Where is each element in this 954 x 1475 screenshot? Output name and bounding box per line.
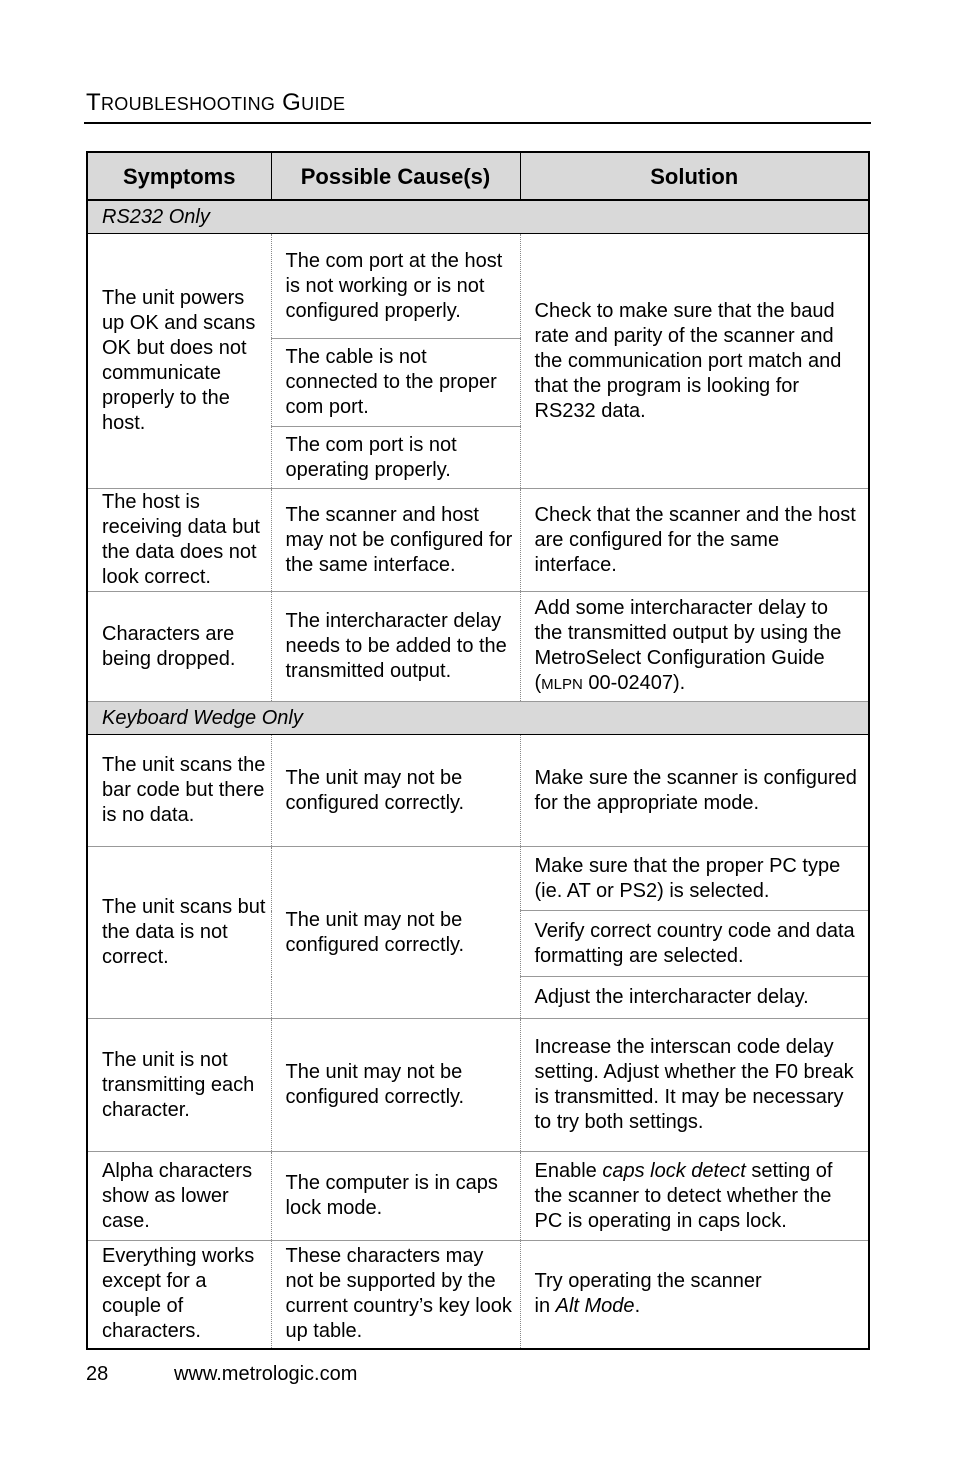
table-row (87, 592, 869, 702)
table-row (87, 234, 869, 339)
solution-text: Try operating the scanner (534, 1270, 762, 1293)
footer-url: www.metrologic.com (174, 1363, 358, 1385)
section-row-rs232 (87, 200, 869, 234)
cause-cell: The unit may not be configured correctly. (271, 847, 520, 1019)
cause-cell: The com port at the host is not working or is not configured properly. (271, 234, 520, 339)
table-row (87, 735, 869, 847)
table-row (87, 1241, 869, 1349)
page-number: 28 (86, 1363, 109, 1385)
table-header-row (87, 152, 869, 200)
solution-cell (520, 1241, 869, 1349)
column-header-solution: Solution (520, 152, 869, 200)
solution-text: Add some intercharacter delay to the transmitted output by using the MetroSelect Configuration Guide ( (534, 597, 842, 694)
solution-cell: Adjust the intercharacter delay. (520, 977, 869, 1019)
solution-text-end: 00-02407). (582, 672, 686, 694)
symptom-cell: The unit scans but the data is not correct. (87, 847, 271, 1019)
cause-cell: The computer is in caps lock mode. (271, 1152, 520, 1241)
heading-rest-1: ROUBLESHOOTING (100, 94, 276, 114)
section-label: RS232 Only (87, 200, 869, 234)
heading-rest-2: UIDE (301, 94, 346, 114)
section-label: Keyboard Wedge Only (87, 702, 869, 735)
cause-cell: The com port is not operating properly. (271, 427, 520, 489)
heading-initial-t: T (86, 89, 101, 116)
symptom-cell: Characters are being dropped. (87, 592, 271, 702)
alt-mode-term: Alt Mode (555, 1295, 635, 1318)
solution-text-end: . (634, 1295, 641, 1318)
caps-lock-detect-term: caps lock detect (602, 1159, 746, 1182)
solution-cell: Check that the scanner and the host are configured for the same interface. (520, 489, 869, 592)
symptom-cell: The unit scans the bar code but there is no data. (87, 735, 271, 847)
page-heading (86, 88, 345, 119)
solution-cell: Make sure that the proper PC type (ie. AT or PS2) is selected. (520, 847, 869, 911)
cause-cell: The cable is not connected to the proper com port. (271, 339, 520, 427)
symptom-cell: The unit is not transmitting each character. (87, 1019, 271, 1152)
symptom-cell: Alpha characters show as lower case. (87, 1152, 271, 1241)
solution-cell: Check to make sure that the baud rate and parity of the scanner and the communication port match and that the program is looking for RS232 data. (520, 234, 869, 489)
mlpn-label: MLPN (541, 676, 583, 693)
table-row (87, 1152, 869, 1241)
column-header-symptoms: Symptoms (87, 152, 271, 200)
table-row (87, 847, 869, 911)
symptom-cell: The host is receiving data but the data does not look correct. (87, 489, 271, 592)
cause-cell: These characters may not be supported by the current country’s key look up table. (271, 1241, 520, 1349)
cause-cell: The scanner and host may not be configured for the same interface. (271, 489, 520, 592)
cause-cell: The unit may not be configured correctly. (271, 735, 520, 847)
solution-text: Enable (534, 1159, 603, 1182)
cause-cell: The intercharacter delay needs to be added to the transmitted output. (271, 592, 520, 702)
solution-cell: Make sure the scanner is configured for the appropriate mode. (520, 735, 869, 847)
troubleshooting-table (86, 151, 870, 1350)
heading-initial-g: G (282, 89, 302, 116)
column-header-causes: Possible Cause(s) (271, 152, 520, 200)
solution-cell: Verify correct country code and data formatting are selected. (520, 911, 869, 977)
solution-cell (520, 1152, 869, 1241)
heading-rule (84, 122, 871, 124)
symptom-cell: Everything works except for a couple of characters. (87, 1241, 271, 1349)
section-row-keyboard-wedge (87, 702, 869, 735)
solution-text-line2: in (534, 1295, 556, 1318)
cause-cell: The unit may not be configured correctly. (271, 1019, 520, 1152)
solution-cell: Increase the interscan code delay setting. Adjust whether the F0 break is transmitted. It may be necessary to try both settings. (520, 1019, 869, 1152)
solution-cell (520, 592, 869, 702)
table-row (87, 489, 869, 592)
solution-text-end: setting of the scanner to detect whether the PC is operating in caps lock. (534, 1159, 833, 1232)
symptom-cell: The unit powers up OK and scans OK but does not communicate properly to the host. (87, 234, 271, 489)
table-row (87, 1019, 869, 1152)
